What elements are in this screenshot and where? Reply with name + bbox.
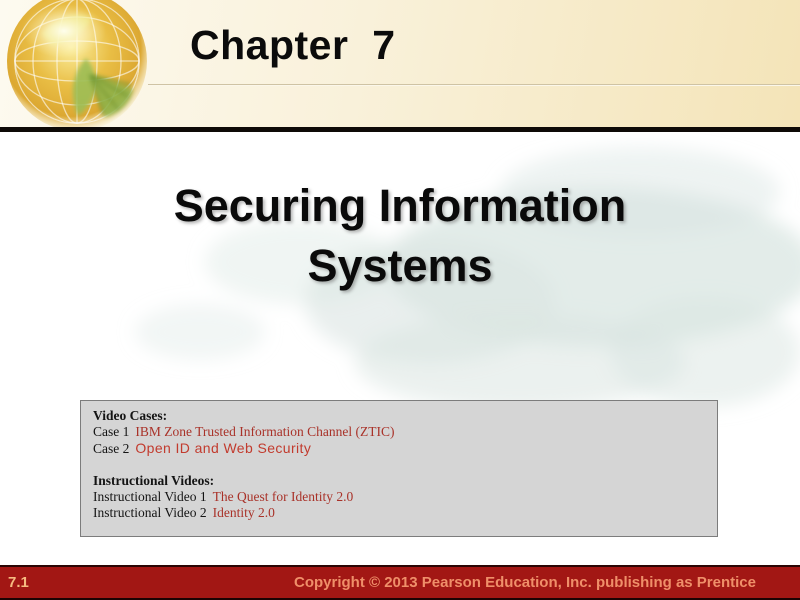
video-cases-box bbox=[80, 400, 718, 537]
instructional-video1-label: Instructional Video 1 bbox=[93, 489, 207, 504]
slide-title-line1: Securing Information bbox=[173, 180, 627, 231]
instructional-videos-heading: Instructional Videos: bbox=[93, 473, 215, 488]
case2-label: Case 2 bbox=[93, 441, 130, 456]
globe-logo-icon bbox=[2, 0, 172, 138]
case1-link[interactable]: IBM Zone Trusted Information Channel (ZTIC) bbox=[135, 424, 395, 439]
instructional-video1-row bbox=[93, 489, 705, 505]
case2-link[interactable]: Open ID and Web Security bbox=[135, 440, 312, 456]
instructional-video2-link[interactable]: Identity 2.0 bbox=[212, 505, 275, 520]
copyright-text: Copyright © 2013 Pearson Education, Inc. publishing as Prentice bbox=[294, 574, 756, 591]
slide-title bbox=[0, 176, 800, 296]
case2-row bbox=[93, 440, 705, 457]
header-divider-line bbox=[148, 84, 800, 86]
chapter-title: Chapter 7 bbox=[190, 22, 396, 68]
video-cases-heading: Video Cases: bbox=[93, 408, 168, 423]
slide-header bbox=[0, 0, 800, 127]
case1-label: Case 1 bbox=[93, 424, 130, 439]
slide-title-line2: Systems bbox=[307, 240, 493, 291]
instructional-video1-link[interactable]: The Quest for Identity 2.0 bbox=[212, 489, 354, 504]
slide-footer bbox=[0, 565, 800, 600]
slide-body bbox=[0, 132, 800, 565]
case1-row bbox=[93, 424, 705, 440]
instructional-video2-label: Instructional Video 2 bbox=[93, 505, 207, 520]
page-number: 7.1 bbox=[8, 574, 29, 591]
instructional-video2-row bbox=[93, 505, 705, 521]
